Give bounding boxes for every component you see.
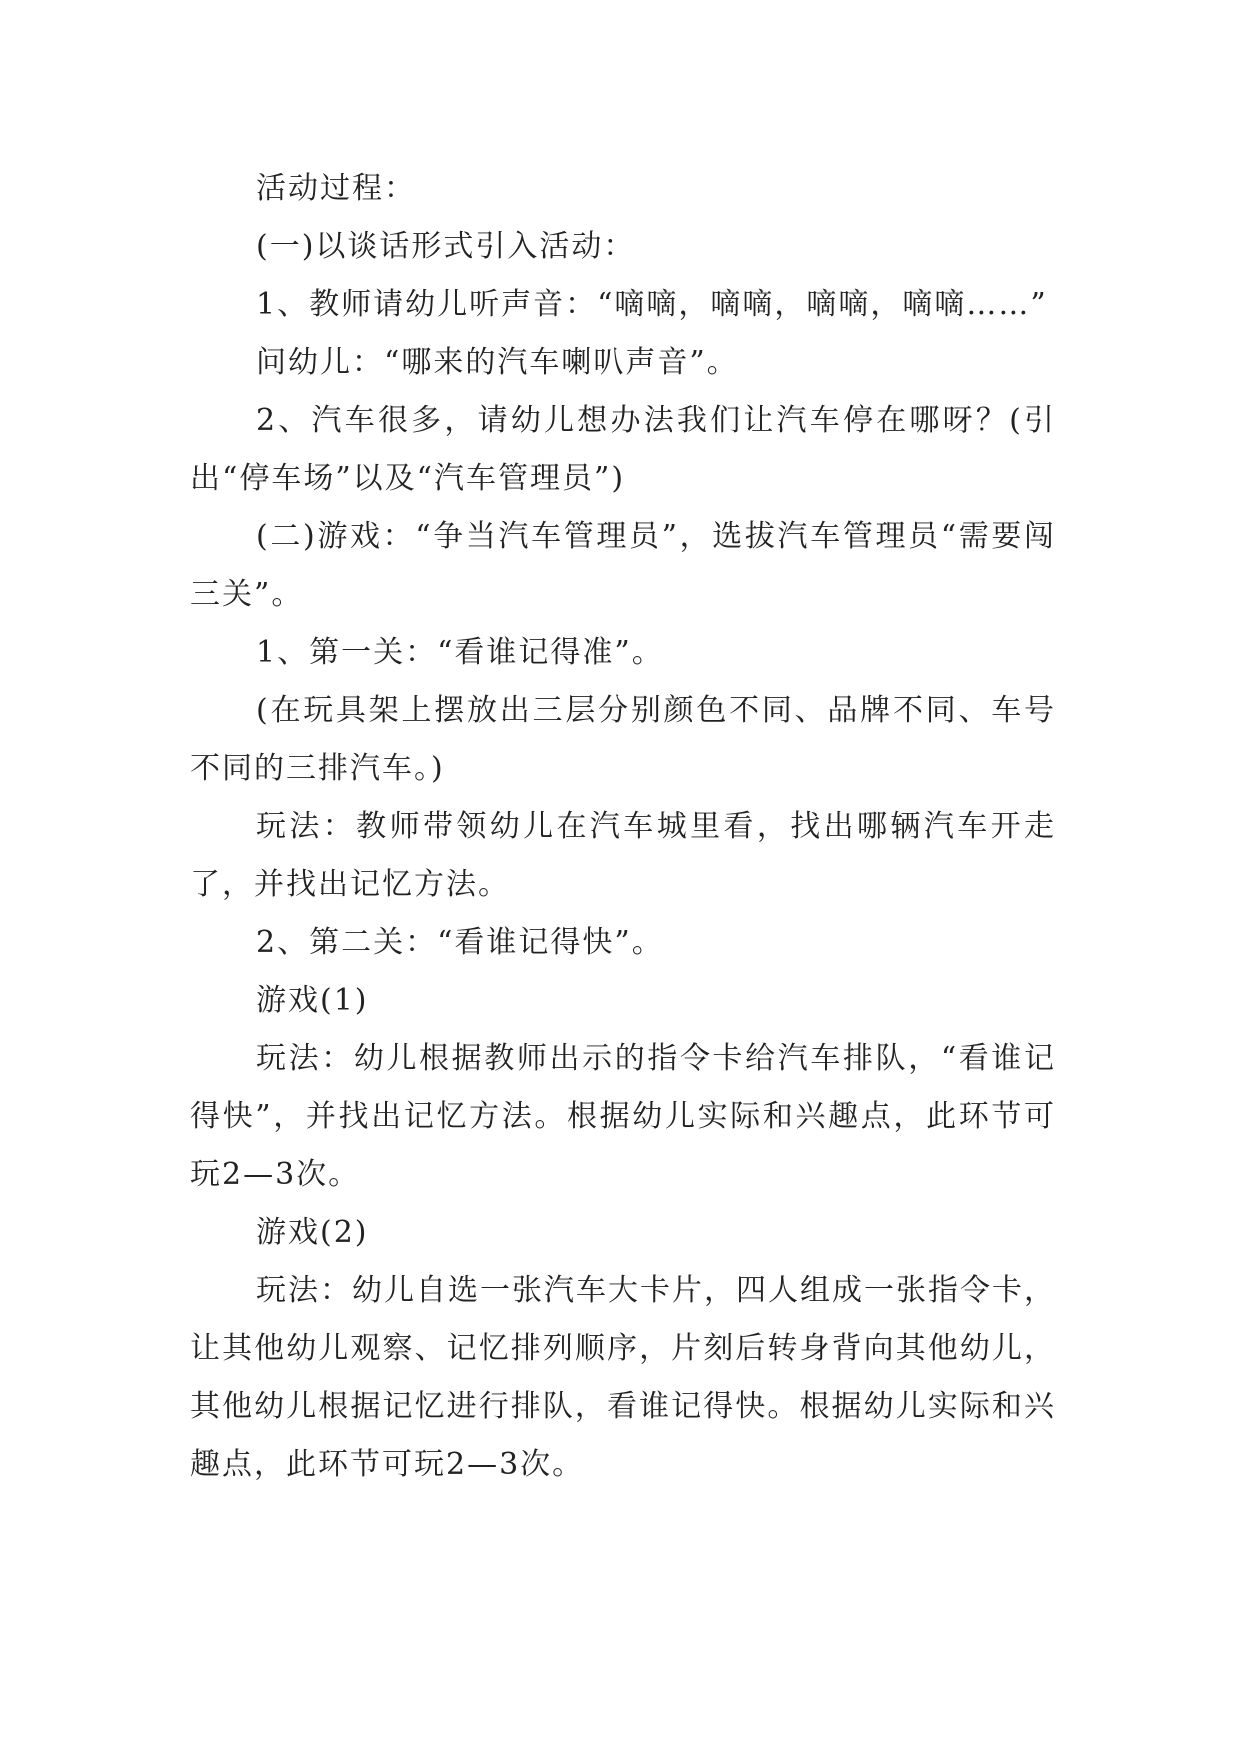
paragraph-section-one: (一)以谈话形式引入活动： — [256, 229, 636, 264]
paragraph-game-1-rules: 玩法：幼儿根据教师出示的指令卡给汽车排队，“看谁记得快”，并找出记忆方法。根据幼儿实际和兴趣点，此环节可玩2—3次。 — [190, 1041, 1056, 1192]
paragraph-game-2: 游戏(2) — [256, 1215, 369, 1250]
paragraph-ask-children: 问幼儿：“哪来的汽车喇叭声音”。 — [256, 345, 739, 380]
paragraph-section-two: (二)游戏：“争当汽车管理员”，选拔汽车管理员“需要闯三关”。 — [190, 519, 1056, 612]
paragraph-step-1: 1、教师请幼儿听声音：“嘀嘀，嘀嘀，嘀嘀，嘀嘀……” — [256, 287, 1048, 322]
paragraph-process-heading: 活动过程： — [256, 171, 416, 206]
body-text — [190, 160, 1056, 1494]
paragraph-level-one-setup: (在玩具架上摆放出三层分别颜色不同、品牌不同、车号不同的三排汽车。) — [190, 693, 1056, 786]
paragraph-step-2: 2、汽车很多，请幼儿想办法我们让汽车停在哪呀？(引出“停车场”以及“汽车管理员”) — [190, 403, 1056, 496]
paragraph-game-2-rules: 玩法：幼儿自选一张汽车大卡片，四人组成一张指令卡，让其他幼儿观察、记忆排列顺序，片刻后转身背向其他幼儿，其他幼儿根据记忆进行排队，看谁记得快。根据幼儿实际和兴趣点，此环节可玩2—3次。 — [190, 1273, 1056, 1482]
paragraph-level-one-rules: 玩法：教师带领幼儿在汽车城里看，找出哪辆汽车开走了，并找出记忆方法。 — [190, 809, 1056, 902]
paragraph-level-one: 1、第一关：“看谁记得准”。 — [256, 635, 664, 670]
paragraph-game-1: 游戏(1) — [256, 983, 369, 1018]
paragraph-level-two: 2、第二关：“看谁记得快”。 — [256, 925, 664, 960]
